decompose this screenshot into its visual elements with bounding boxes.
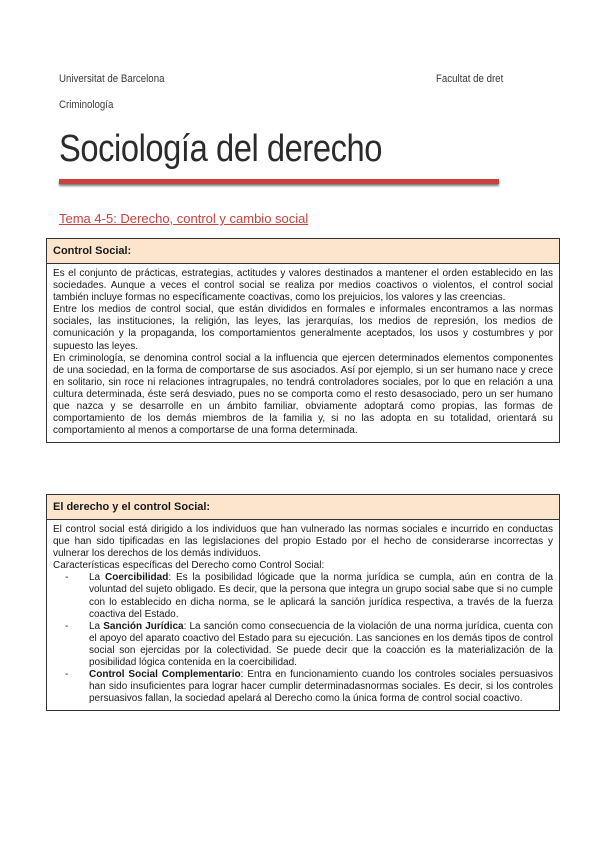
section-heading: El derecho y el control Social: [47,495,559,520]
university-name: Universitat de Barcelona [59,73,165,85]
section-body [47,520,559,710]
term: Control Social Complementario [89,669,241,681]
derecho-control-social-section [46,494,560,711]
list-title: Características específicas del Derecho como Control Social: [53,560,325,572]
paragraph: Es el conjunto de prácticas, estrategias, actitudes y valores destinados a mantener el orden establecido en las sociedades. Aunque a veces el control social se realiza por medios coactivos o violentos, el control social también incluye formas no específicamente coactivas, como los prejuicios, los valores y las creencias. [53,268,553,304]
term: Sanción Jurídica [103,620,184,632]
title-underline-bar [59,179,499,184]
page-title: Sociología del derecho [59,128,383,170]
list-item: - Control Social Complementario: Entra en funcionamiento cuando los controles sociales persuasivos han sido insuficientes para lograr hacer cumplir determinadasnormas sociales. Es decir, si los controles persuasivos fallan, la sociedad apelará al Derecho como la única forma de control social coactivo. [89,669,553,705]
term: Coercibilidad [104,572,169,584]
list-item: - La Sanción Jurídica: La sanción como consecuencia de la violación de una norma jurídica, cuenta con el apoyo del aparato coactivo del Estado para su ejecución. Las sanciones en los demás tipos de control social son ejercidas por la colectividad. Se puede decir que la coacción es la materialización de la posibilidad lógica contenida en la coercibilidad. [89,621,553,669]
faculty-name: Facultat de dret [436,73,504,85]
topic-heading: Tema 4-5: Derecho, control y cambio social [59,211,309,226]
subject-name: Criminología [59,99,114,111]
list-item: - La Coercibilidad: Es la posibilidad lógicade que la norma jurídica se cumpla, aún en contra de la voluntad del sujeto obligado. Es decir, que la persona que integra un grupo social sabe que si no cumple con lo establecido en dicha norma, se le aplicará la sanción jurídica respectiva, a través de la fuerza coactiva del Estado. [89,572,553,620]
paragraph: Entre los medios de control social, que están divididos en formales e informales encontramos a las normas sociales, las instituciones, la religión, las leyes, las jerarquías, los medios de represión, los medios de comunicación y la propaganda, los comportamientos generalmente aceptados, los usos y costumbres y por supuesto las leyes. [53,304,553,352]
paragraph: En criminología, se denomina control social a la influencia que ejercen determinados elementos componentes de una sociedad, en la forma de comportarse de sus asociados. Así por ejemplo, si un ser humano nace y crece en solitario, sin roce ni relaciones intragrupales, no tendrá controladores sociales, por lo que en relación a una cultura determinada, éste será desviado, pues no se comporta como el resto desasociado, pero un ser humano que nazca y se desarrolle en un ámbito familiar, obviamente adoptará como propias, las formas de comportamiento de los demás miembros de la familia y, si no las adopta en su totalidad, orientará su comportamiento al menos a comportarse de una forma determinada. [53,352,553,437]
section-body [47,264,559,442]
characteristics-list [53,572,553,705]
paragraph: El control social está dirigido a los individuos que han vulnerado las normas sociales e incurrido en conductas que han sido tipificadas en las legislaciones del propio Estado por el hecho de considerarse incorrectas y vulnerar los derechos de los demás individuos. [53,524,553,560]
section-heading: Control Social: [47,239,559,264]
control-social-section [46,238,560,443]
